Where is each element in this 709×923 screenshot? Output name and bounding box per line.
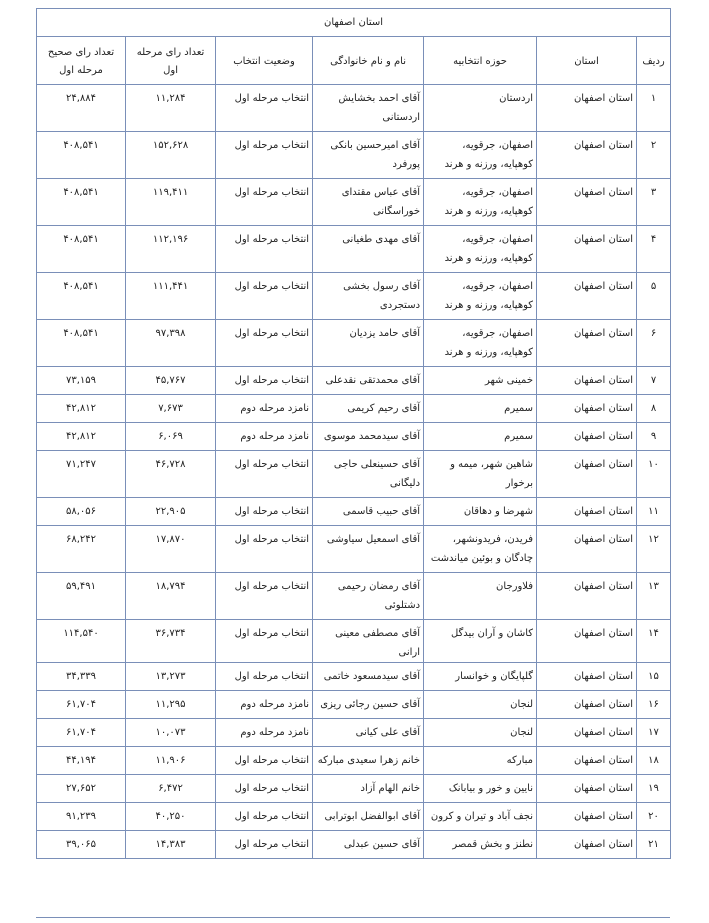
table-row (37, 320, 671, 367)
table-row (37, 747, 671, 775)
cell-sahih: ۳۴,۳۳۹ (37, 663, 126, 691)
cell-radif: ۱۳ (637, 573, 671, 620)
cell-radif: ۲۱ (637, 831, 671, 859)
cell-ostan: استان اصفهان (537, 775, 637, 803)
divider (36, 917, 670, 918)
cell-ara: ۱۴,۳۸۳ (126, 831, 216, 859)
cell-vaziat: انتخاب مرحله اول (216, 803, 313, 831)
cell-sahih: ۶۱,۷۰۴ (37, 691, 126, 719)
table-row (37, 663, 671, 691)
table-body (37, 85, 671, 859)
cell-radif: ۱۱ (637, 498, 671, 526)
cell-name: خانم زهرا سعیدی مبارکه (313, 747, 424, 775)
cell-ostan: استان اصفهان (537, 498, 637, 526)
cell-sahih: ۴۰۸,۵۴۱ (37, 320, 126, 367)
cell-hozeh: فلاورجان (424, 573, 537, 620)
cell-sahih: ۴۰۸,۵۴۱ (37, 179, 126, 226)
cell-name: آقای حبیب قاسمی (313, 498, 424, 526)
cell-name: آقای رسول بخشی دستجردی (313, 273, 424, 320)
cell-sahih: ۷۳,۱۵۹ (37, 367, 126, 395)
cell-ostan: استان اصفهان (537, 85, 637, 132)
cell-hozeh: سمیرم (424, 395, 537, 423)
cell-vaziat: انتخاب مرحله اول (216, 451, 313, 498)
cell-radif: ۹ (637, 423, 671, 451)
cell-ara: ۴۶,۷۲۸ (126, 451, 216, 498)
cell-name: آقای امیرحسین بانکی پورفرد (313, 132, 424, 179)
cell-radif: ۸ (637, 395, 671, 423)
cell-hozeh: اصفهان، جرقویه، کوهپایه، ورزنه و هرند (424, 320, 537, 367)
cell-vaziat: انتخاب مرحله اول (216, 179, 313, 226)
cell-vaziat: انتخاب مرحله اول (216, 85, 313, 132)
cell-vaziat: انتخاب مرحله اول (216, 320, 313, 367)
cell-radif: ۷ (637, 367, 671, 395)
cell-vaziat: انتخاب مرحله اول (216, 663, 313, 691)
table-row (37, 719, 671, 747)
cell-sahih: ۴۴,۱۹۴ (37, 747, 126, 775)
cell-ara: ۱۱,۹۰۶ (126, 747, 216, 775)
cell-ostan: استان اصفهان (537, 620, 637, 663)
cell-radif: ۲ (637, 132, 671, 179)
cell-sahih: ۴۰۸,۵۴۱ (37, 273, 126, 320)
cell-vaziat: انتخاب مرحله اول (216, 526, 313, 573)
cell-ara: ۱۱۹,۴۱۱ (126, 179, 216, 226)
cell-name: آقای عباس مقتدای خوراسگانی (313, 179, 424, 226)
cell-ostan: استان اصفهان (537, 179, 637, 226)
cell-hozeh: اصفهان، جرقویه، کوهپایه، ورزنه و هرند (424, 273, 537, 320)
table-row (37, 423, 671, 451)
cell-ara: ۱۳,۲۷۳ (126, 663, 216, 691)
header-hozeh: حوزه انتخابیه (424, 37, 537, 85)
cell-name: آقای مصطفی معینی ارانی (313, 620, 424, 663)
cell-radif: ۱۲ (637, 526, 671, 573)
cell-ostan: استان اصفهان (537, 747, 637, 775)
cell-ostan: استان اصفهان (537, 226, 637, 273)
cell-hozeh: گلپایگان و خوانسار (424, 663, 537, 691)
cell-name: آقای حسینعلی حاجی دلیگانی (313, 451, 424, 498)
cell-hozeh: سمیرم (424, 423, 537, 451)
table-row (37, 395, 671, 423)
cell-name: آقای محمدتقی نقدعلی (313, 367, 424, 395)
cell-ara: ۱۱,۲۸۴ (126, 85, 216, 132)
cell-ara: ۱۱۱,۴۴۱ (126, 273, 216, 320)
cell-ara: ۶,۴۷۲ (126, 775, 216, 803)
cell-sahih: ۶۸,۲۴۲ (37, 526, 126, 573)
table-row (37, 803, 671, 831)
cell-sahih: ۲۷,۶۵۲ (37, 775, 126, 803)
cell-ostan: استان اصفهان (537, 691, 637, 719)
cell-radif: ۴ (637, 226, 671, 273)
table-row (37, 132, 671, 179)
table-title: استان اصفهان (37, 9, 671, 37)
table-row (37, 775, 671, 803)
header-ostan: استان (537, 37, 637, 85)
cell-hozeh: شهرضا و دهاقان (424, 498, 537, 526)
table-row (37, 451, 671, 498)
cell-name: آقای ابوالفضل ابوترابی (313, 803, 424, 831)
table-row (37, 620, 671, 663)
cell-name: آقای رمضان رحیمی دشتلوئی (313, 573, 424, 620)
header-radif: ردیف (637, 37, 671, 85)
cell-ara: ۱۸,۷۹۴ (126, 573, 216, 620)
cell-vaziat: نامزد مرحله دوم (216, 691, 313, 719)
table-row (37, 226, 671, 273)
table-row (37, 573, 671, 620)
header-vaziat: وضعیت انتخاب (216, 37, 313, 85)
cell-name: آقای سیدمسعود خاتمی (313, 663, 424, 691)
cell-sahih: ۴۲,۸۱۲ (37, 395, 126, 423)
cell-ostan: استان اصفهان (537, 395, 637, 423)
cell-ostan: استان اصفهان (537, 719, 637, 747)
cell-ostan: استان اصفهان (537, 663, 637, 691)
cell-ara: ۴۵,۷۶۷ (126, 367, 216, 395)
cell-vaziat: نامزد مرحله دوم (216, 719, 313, 747)
table-row (37, 526, 671, 573)
cell-sahih: ۷۱,۲۴۷ (37, 451, 126, 498)
cell-name: آقای اسمعیل سیاوشی (313, 526, 424, 573)
cell-ara: ۶,۰۶۹ (126, 423, 216, 451)
cell-radif: ۱۵ (637, 663, 671, 691)
cell-sahih: ۲۴,۸۸۴ (37, 85, 126, 132)
cell-sahih: ۵۹,۴۹۱ (37, 573, 126, 620)
cell-name: آقای سیدمحمد موسوی (313, 423, 424, 451)
table-row (37, 273, 671, 320)
table-row (37, 691, 671, 719)
cell-ara: ۹۷,۳۹۸ (126, 320, 216, 367)
table-row (37, 831, 671, 859)
cell-ara: ۱۱,۲۹۵ (126, 691, 216, 719)
cell-radif: ۶ (637, 320, 671, 367)
cell-ostan: استان اصفهان (537, 803, 637, 831)
cell-name: آقای حامد یزدیان (313, 320, 424, 367)
cell-vaziat: انتخاب مرحله اول (216, 831, 313, 859)
cell-name: آقای احمد بخشایش اردستانی (313, 85, 424, 132)
cell-hozeh: نایین و خور و بیابانک (424, 775, 537, 803)
cell-ostan: استان اصفهان (537, 423, 637, 451)
cell-name: آقای حسین عبدلی (313, 831, 424, 859)
header-sahih: تعداد رای صحیح مرحله اول (37, 37, 126, 85)
header-ara: تعداد رای مرحله اول (126, 37, 216, 85)
cell-vaziat: انتخاب مرحله اول (216, 498, 313, 526)
cell-ostan: استان اصفهان (537, 132, 637, 179)
table-row (37, 367, 671, 395)
cell-name: خانم الهام آزاد (313, 775, 424, 803)
cell-ara: ۴۰,۲۵۰ (126, 803, 216, 831)
cell-sahih: ۶۱,۷۰۴ (37, 719, 126, 747)
cell-hozeh: اردستان (424, 85, 537, 132)
cell-hozeh: مبارکه (424, 747, 537, 775)
cell-hozeh: اصفهان، جرقویه، کوهپایه، ورزنه و هرند (424, 226, 537, 273)
cell-ostan: استان اصفهان (537, 573, 637, 620)
cell-hozeh: فریدن، فریدونشهر، چادگان و بوئین میاندشت (424, 526, 537, 573)
cell-name: آقای مهدی طغیانی (313, 226, 424, 273)
cell-sahih: ۴۰۸,۵۴۱ (37, 226, 126, 273)
cell-hozeh: نجف آباد و تیران و کرون (424, 803, 537, 831)
cell-radif: ۳ (637, 179, 671, 226)
cell-vaziat: انتخاب مرحله اول (216, 132, 313, 179)
results-table (36, 8, 671, 859)
cell-sahih: ۱۱۴,۵۴۰ (37, 620, 126, 663)
table-row (37, 498, 671, 526)
cell-ara: ۱۷,۸۷۰ (126, 526, 216, 573)
cell-sahih: ۵۸,۰۵۶ (37, 498, 126, 526)
cell-radif: ۱۷ (637, 719, 671, 747)
header-row (37, 37, 671, 85)
cell-vaziat: نامزد مرحله دوم (216, 423, 313, 451)
cell-sahih: ۴۰۸,۵۴۱ (37, 132, 126, 179)
cell-radif: ۱۰ (637, 451, 671, 498)
cell-ara: ۱۱۲,۱۹۶ (126, 226, 216, 273)
cell-radif: ۱۴ (637, 620, 671, 663)
cell-sahih: ۴۲,۸۱۲ (37, 423, 126, 451)
cell-hozeh: کاشان و آران بیدگل (424, 620, 537, 663)
cell-vaziat: انتخاب مرحله اول (216, 367, 313, 395)
cell-vaziat: انتخاب مرحله اول (216, 620, 313, 663)
cell-ostan: استان اصفهان (537, 831, 637, 859)
cell-radif: ۵ (637, 273, 671, 320)
header-name: نام و نام خانوادگی (313, 37, 424, 85)
cell-ara: ۳۶,۷۳۴ (126, 620, 216, 663)
cell-hozeh: نطنز و بخش قمصر (424, 831, 537, 859)
cell-name: آقای علی کیانی (313, 719, 424, 747)
table-row (37, 179, 671, 226)
cell-radif: ۱۸ (637, 747, 671, 775)
results-table-wrapper (36, 8, 670, 859)
cell-ara: ۷,۶۷۳ (126, 395, 216, 423)
cell-sahih: ۹۱,۲۳۹ (37, 803, 126, 831)
cell-ostan: استان اصفهان (537, 320, 637, 367)
cell-name: آقای رحیم کریمی (313, 395, 424, 423)
cell-hozeh: شاهین شهر، میمه و برخوار (424, 451, 537, 498)
cell-radif: ۱۹ (637, 775, 671, 803)
cell-vaziat: نامزد مرحله دوم (216, 395, 313, 423)
cell-name: آقای حسین رجائی ریزی (313, 691, 424, 719)
cell-hozeh: اصفهان، جرقویه، کوهپایه، ورزنه و هرند (424, 179, 537, 226)
cell-vaziat: انتخاب مرحله اول (216, 573, 313, 620)
cell-radif: ۲۰ (637, 803, 671, 831)
cell-vaziat: انتخاب مرحله اول (216, 226, 313, 273)
cell-vaziat: انتخاب مرحله اول (216, 273, 313, 320)
cell-ostan: استان اصفهان (537, 367, 637, 395)
cell-radif: ۱۶ (637, 691, 671, 719)
cell-ostan: استان اصفهان (537, 451, 637, 498)
cell-ara: ۲۲,۹۰۵ (126, 498, 216, 526)
cell-ara: ۱۰,۰۷۳ (126, 719, 216, 747)
cell-hozeh: لنجان (424, 691, 537, 719)
table-row (37, 85, 671, 132)
cell-hozeh: اصفهان، جرقویه، کوهپایه، ورزنه و هرند (424, 132, 537, 179)
cell-sahih: ۳۹,۰۶۵ (37, 831, 126, 859)
cell-radif: ۱ (637, 85, 671, 132)
cell-hozeh: خمینی شهر (424, 367, 537, 395)
cell-ara: ۱۵۲,۶۲۸ (126, 132, 216, 179)
cell-hozeh: لنجان (424, 719, 537, 747)
cell-ostan: استان اصفهان (537, 526, 637, 573)
cell-ostan: استان اصفهان (537, 273, 637, 320)
cell-vaziat: انتخاب مرحله اول (216, 775, 313, 803)
cell-vaziat: انتخاب مرحله اول (216, 747, 313, 775)
